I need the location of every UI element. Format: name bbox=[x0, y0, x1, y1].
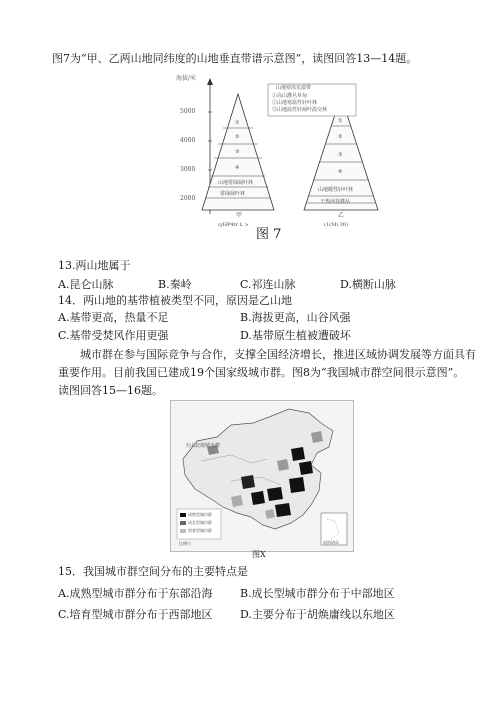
q15-option-d: D.主要分布于胡焕庸线以东地区 bbox=[240, 608, 395, 621]
jia-name: 甲 bbox=[236, 212, 243, 219]
y-axis-label: 海拔/米 bbox=[176, 75, 197, 82]
tick-3000: 3000 bbox=[180, 166, 196, 173]
yi-coordinate: (1(M) 30) bbox=[324, 222, 349, 228]
legend-item-3: ③山地温性针阔叶混交林 bbox=[272, 107, 328, 113]
legend-item-2: ②山地寒温性针叶林 bbox=[272, 100, 318, 106]
q15-option-c: C.培育型城市群分布于西部地区 bbox=[58, 608, 213, 621]
figure-7 bbox=[168, 72, 390, 242]
yi-band-label-1: 山地暖性针叶林 bbox=[318, 187, 354, 193]
legend-title: 山地寒冻荒漠带 bbox=[276, 85, 312, 91]
q15-option-a: A.成熟型城市群分布于东部沿海 bbox=[58, 587, 213, 600]
yi-number-2: ② bbox=[338, 134, 343, 140]
jia-coordinate: (yHP4tr L > bbox=[218, 222, 249, 228]
yi-number-4: ④ bbox=[338, 169, 343, 175]
yi-name: 乙 bbox=[338, 212, 345, 219]
tick-4000: 4000 bbox=[180, 137, 196, 144]
jia-number-3: ③ bbox=[235, 149, 240, 155]
q13-option-b: B.秦岭 bbox=[158, 278, 192, 291]
jia-number-4: ④ bbox=[235, 165, 240, 171]
q14-option-c: C.基带受焚风作用更强 bbox=[58, 329, 169, 342]
q15-stem: 15．我国城市群空间分布的主要特点是 bbox=[58, 565, 248, 578]
scale-note: 比例尺 bbox=[179, 541, 191, 546]
jia-band-label-2: 常绿阔叶林 bbox=[220, 191, 246, 197]
q13-option-a: A.昆仑山脉 bbox=[58, 278, 114, 291]
legend-cultivating: 培育型城市群 bbox=[188, 528, 212, 533]
legend-mature: 成熟型城市群 bbox=[188, 512, 212, 517]
jia-number-1: ① bbox=[235, 120, 240, 126]
legend-growing: 成长型城市群 bbox=[188, 520, 212, 525]
figure7-caption: 图 7 bbox=[256, 227, 282, 242]
map-label-tianshan: 天山北坡城市群 bbox=[185, 443, 221, 449]
tick-2000: 2000 bbox=[180, 195, 196, 202]
q14-option-a: A.基带更高，热量不足 bbox=[58, 311, 169, 324]
para2-line-2: 重要作用。目前我国已建成19个国家级城市群。图8为“我国城市群空间很示意图”。 bbox=[58, 366, 465, 379]
inset-note: 南海诸岛 bbox=[323, 540, 339, 545]
yi-number-1: ① bbox=[338, 118, 343, 124]
q13-stem: 13.两山地属于 bbox=[58, 259, 131, 272]
yi-number-3: ③ bbox=[338, 152, 343, 158]
q13-option-d: D.横断山脉 bbox=[340, 278, 396, 291]
q14-option-d: D.基带原生植被遭破坏 bbox=[240, 329, 351, 342]
figure-8 bbox=[170, 400, 352, 562]
para2-line-3: 读图回答15—16题。 bbox=[58, 384, 163, 397]
q13-option-c: C.祁连山脉 bbox=[240, 278, 296, 291]
yi-band-label-2: 干热河谷灌丛 bbox=[320, 199, 351, 205]
figure8-caption: 图X bbox=[252, 550, 266, 559]
tick-5000: 5000 bbox=[180, 108, 196, 115]
china-map bbox=[170, 400, 354, 552]
jia-number-2: ② bbox=[235, 134, 240, 140]
jia-band-label-1: 山地常绿阔叶林 bbox=[218, 180, 254, 186]
para2-line-1: 城市群在参与国际竞争与合作，支撑全国经济增长，推进区域协调发展等方面具有 bbox=[80, 348, 476, 361]
q14-option-b: B.海拔更高，山谷风强 bbox=[240, 311, 351, 324]
q15-option-b: B.成长型城市群分布于中部地区 bbox=[240, 587, 395, 600]
q14-stem: 14．两山地的基带植被类型不同，原因是乙山地 bbox=[58, 294, 292, 307]
intro-figure7: 图7为“甲、乙两山地同纬度的山地垂直带谱示意图”，读图回答13—14题。 bbox=[52, 52, 418, 65]
legend-item-1: ①高山灌丛草甸 bbox=[272, 93, 308, 99]
